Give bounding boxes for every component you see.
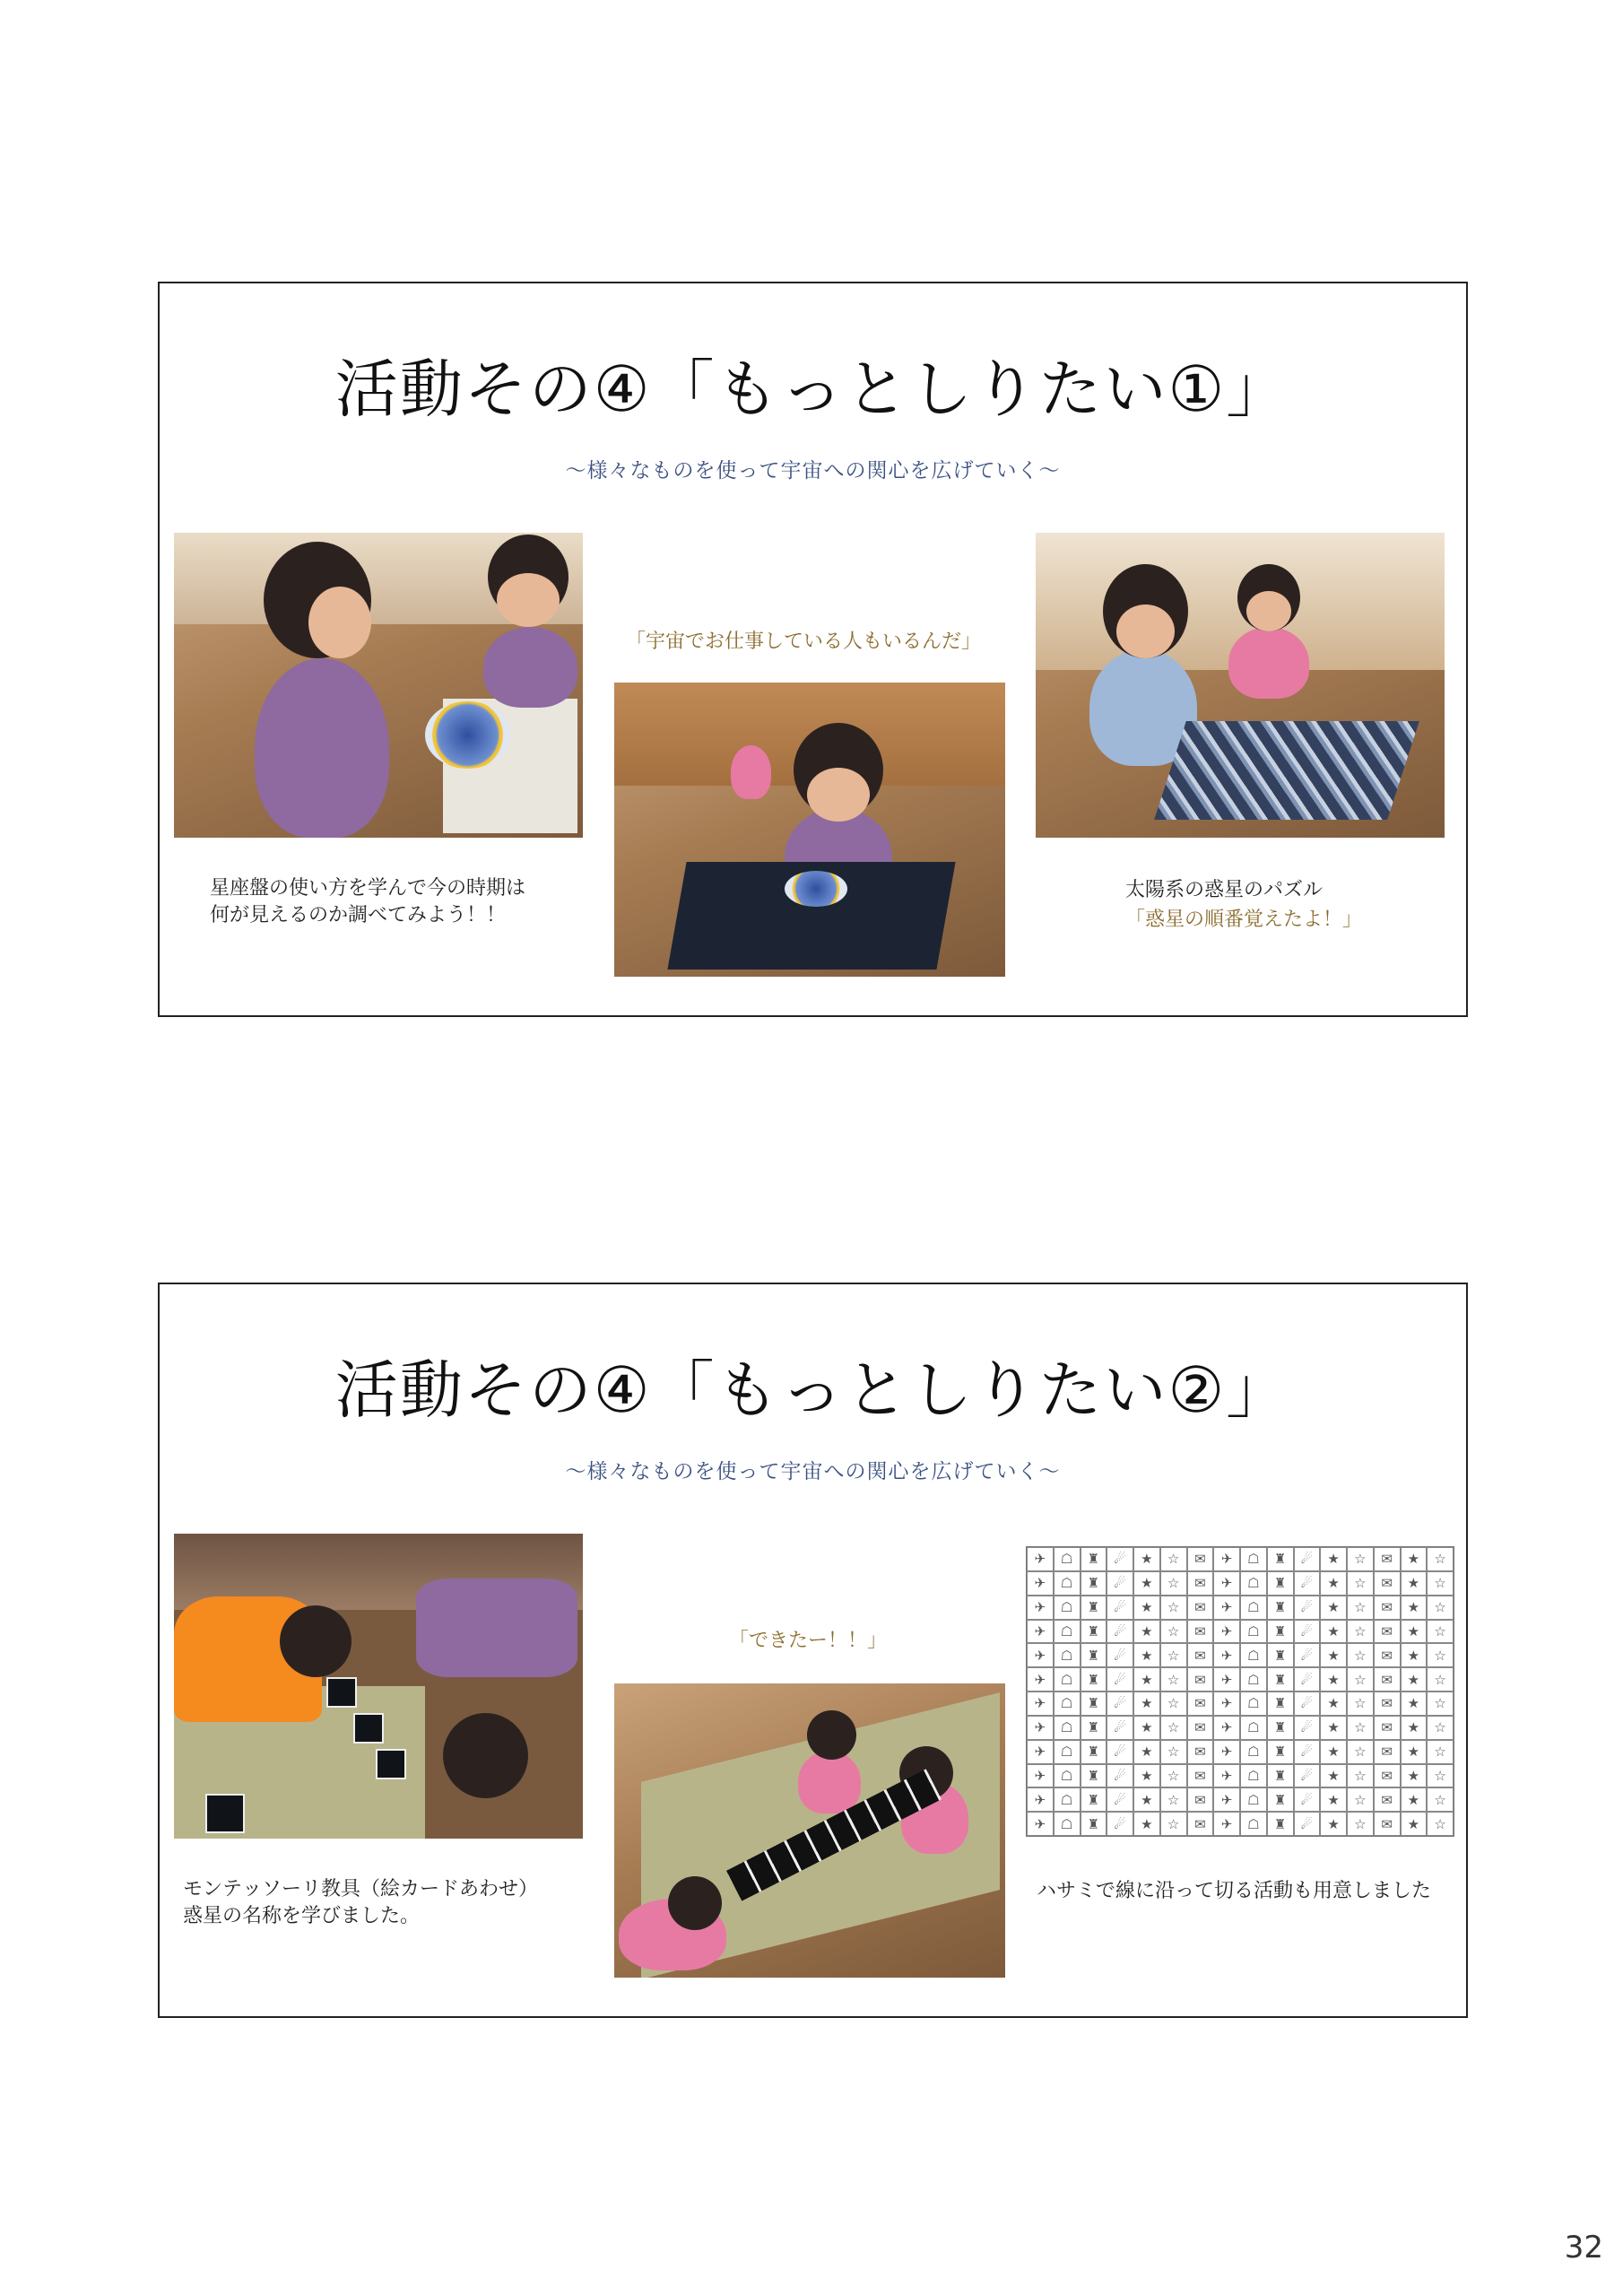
photo-space-book: [614, 683, 1005, 977]
worksheet-cell-icon: ☆: [1427, 1643, 1454, 1667]
page-number: 32: [1564, 2230, 1603, 2266]
worksheet-cell-icon: ☆: [1347, 1692, 1374, 1716]
worksheet-cell-icon: ☆: [1427, 1787, 1454, 1812]
worksheet-cell-icon: ☆: [1347, 1571, 1374, 1596]
worksheet-cell-icon: ♜: [1081, 1740, 1107, 1764]
worksheet-cell-icon: ✉: [1374, 1787, 1401, 1812]
worksheet-cell-icon: ✈: [1213, 1764, 1240, 1788]
worksheet-cell-icon: ♜: [1267, 1547, 1294, 1571]
worksheet-cell-icon: ★: [1401, 1620, 1428, 1644]
worksheet-cell-icon: ☖: [1240, 1643, 1267, 1667]
worksheet-cell-icon: ♜: [1267, 1596, 1294, 1620]
left-caption-line: モンテッソーリ教具（絵カードあわせ）: [183, 1878, 539, 1900]
worksheet-cell-icon: ★: [1133, 1596, 1160, 1620]
worksheet-cell-icon: ♜: [1081, 1692, 1107, 1716]
worksheet-cell-icon: ★: [1133, 1547, 1160, 1571]
worksheet-cell-icon: ✈: [1027, 1596, 1054, 1620]
worksheet-cell-icon: ✈: [1027, 1812, 1054, 1836]
worksheet-cell-icon: ☆: [1347, 1620, 1374, 1644]
worksheet-cell-icon: ☆: [1347, 1740, 1374, 1764]
worksheet-cell-icon: ☖: [1054, 1812, 1081, 1836]
worksheet-cell-icon: ★: [1320, 1740, 1347, 1764]
worksheet-cell-icon: ✈: [1027, 1740, 1054, 1764]
worksheet-cell-icon: ✉: [1187, 1620, 1214, 1644]
center-quote: 「できたー！！」: [729, 1630, 888, 1652]
worksheet-cell-icon: ☖: [1240, 1740, 1267, 1764]
worksheet-cell-icon: ✈: [1027, 1692, 1054, 1716]
worksheet-cell-icon: ✉: [1187, 1740, 1214, 1764]
worksheet-cell-icon: ☄: [1294, 1667, 1321, 1692]
worksheet-cell-icon: ♜: [1081, 1812, 1107, 1836]
worksheet-cell-icon: ☆: [1160, 1787, 1187, 1812]
worksheet-cell-icon: ♜: [1081, 1667, 1107, 1692]
worksheet-cell-icon: ♜: [1081, 1571, 1107, 1596]
worksheet-cell-icon: ☄: [1294, 1716, 1321, 1740]
worksheet-cell-icon: ☆: [1347, 1787, 1374, 1812]
worksheet-cell-icon: ★: [1320, 1812, 1347, 1836]
left-caption-line: 星座盤の使い方を学んで今の時期は: [210, 877, 526, 900]
worksheet-cell-icon: ☖: [1240, 1716, 1267, 1740]
worksheet-cell-icon: ♜: [1267, 1740, 1294, 1764]
worksheet-cell-icon: ★: [1401, 1667, 1428, 1692]
worksheet-cell-icon: ✉: [1374, 1716, 1401, 1740]
worksheet-cell-icon: ✉: [1187, 1764, 1214, 1788]
worksheet-cell-icon: ☖: [1240, 1812, 1267, 1836]
worksheet-cell-icon: ★: [1320, 1596, 1347, 1620]
worksheet-cell-icon: ★: [1133, 1643, 1160, 1667]
worksheet-cell-icon: ☖: [1240, 1667, 1267, 1692]
worksheet-cell-icon: ✈: [1213, 1620, 1240, 1644]
worksheet-cell-icon: ☆: [1427, 1596, 1454, 1620]
worksheet-cell-icon: ✉: [1187, 1812, 1214, 1836]
worksheet-cell-icon: ☆: [1427, 1547, 1454, 1571]
worksheet-cell-icon: ♜: [1081, 1764, 1107, 1788]
worksheet-cell-icon: ✉: [1187, 1692, 1214, 1716]
worksheet-cell-icon: ✉: [1187, 1667, 1214, 1692]
worksheet-cell-icon: ✈: [1027, 1787, 1054, 1812]
worksheet-cell-icon: ☆: [1427, 1571, 1454, 1596]
worksheet-cell-icon: ★: [1320, 1643, 1347, 1667]
worksheet-cell-icon: ☄: [1107, 1643, 1133, 1667]
worksheet-cell-icon: ✈: [1027, 1764, 1054, 1788]
worksheet-cell-icon: ☖: [1054, 1643, 1081, 1667]
worksheet-cell-icon: ☖: [1240, 1764, 1267, 1788]
worksheet-cell-icon: ♜: [1081, 1547, 1107, 1571]
worksheet-cell-icon: ☆: [1427, 1764, 1454, 1788]
worksheet-cell-icon: ✉: [1374, 1764, 1401, 1788]
worksheet-cell-icon: ★: [1401, 1547, 1428, 1571]
worksheet-cell-icon: ☖: [1054, 1716, 1081, 1740]
worksheet-cell-icon: ☆: [1427, 1740, 1454, 1764]
worksheet-cell-icon: ☄: [1294, 1571, 1321, 1596]
worksheet-cell-icon: ✈: [1027, 1571, 1054, 1596]
worksheet-cell-icon: ☖: [1054, 1787, 1081, 1812]
worksheet-cell-icon: ★: [1401, 1716, 1428, 1740]
worksheet-cell-icon: ☖: [1054, 1547, 1081, 1571]
slide-title: 活動その④「もっとしりたい①」: [334, 352, 1291, 426]
worksheet-cell-icon: ☖: [1054, 1764, 1081, 1788]
worksheet-cell-icon: ✈: [1213, 1596, 1240, 1620]
left-caption-line: 惑星の名称を学びました。: [183, 1905, 421, 1927]
worksheet-cell-icon: ☖: [1240, 1692, 1267, 1716]
worksheet-cell-icon: ♜: [1267, 1764, 1294, 1788]
worksheet-cell-icon: ☄: [1107, 1547, 1133, 1571]
worksheet-cell-icon: ♜: [1267, 1620, 1294, 1644]
worksheet-cell-icon: ☄: [1107, 1692, 1133, 1716]
slide-1: [158, 282, 1468, 1017]
worksheet-cell-icon: ★: [1133, 1620, 1160, 1644]
worksheet-cell-icon: ✉: [1374, 1620, 1401, 1644]
worksheet-cell-icon: ♜: [1267, 1812, 1294, 1836]
worksheet-cell-icon: ☄: [1107, 1812, 1133, 1836]
worksheet-cell-icon: ★: [1401, 1596, 1428, 1620]
worksheet-cell-icon: ☆: [1427, 1667, 1454, 1692]
worksheet-cell-icon: ★: [1401, 1740, 1428, 1764]
worksheet-cell-icon: ★: [1133, 1667, 1160, 1692]
left-caption: [183, 1876, 538, 1930]
slide-subtitle: 〜様々なものを使って宇宙への関心を広げていく〜: [565, 1460, 1061, 1483]
worksheet-cell-icon: ☆: [1347, 1643, 1374, 1667]
worksheet-cell-icon: ☆: [1160, 1571, 1187, 1596]
worksheet-cell-icon: ★: [1320, 1692, 1347, 1716]
worksheet-cell-icon: ✉: [1374, 1667, 1401, 1692]
right-caption: 太陽系の惑星のパズル: [1125, 879, 1324, 901]
worksheet-cell-icon: ☖: [1054, 1571, 1081, 1596]
worksheet-cell-icon: ☆: [1347, 1667, 1374, 1692]
worksheet-cell-icon: ★: [1401, 1571, 1428, 1596]
worksheet-cell-icon: ☆: [1347, 1547, 1374, 1571]
photo-planet-puzzle: [1036, 533, 1445, 838]
worksheet-cell-icon: ★: [1320, 1764, 1347, 1788]
worksheet-cell-icon: ♜: [1081, 1596, 1107, 1620]
worksheet-cell-icon: ☄: [1107, 1740, 1133, 1764]
worksheet-cell-icon: ☖: [1054, 1692, 1081, 1716]
worksheet-cell-icon: ☄: [1107, 1716, 1133, 1740]
worksheet-cell-icon: ☆: [1427, 1692, 1454, 1716]
worksheet-cell-icon: ☆: [1347, 1596, 1374, 1620]
worksheet-cell-icon: ☄: [1294, 1787, 1321, 1812]
worksheet-cell-icon: ✉: [1374, 1571, 1401, 1596]
worksheet-cell-icon: ✈: [1027, 1716, 1054, 1740]
photo-card-matching: [174, 1534, 583, 1839]
worksheet-cell-icon: ☆: [1160, 1812, 1187, 1836]
worksheet-cell-icon: ★: [1401, 1787, 1428, 1812]
worksheet-cell-icon: ✈: [1213, 1787, 1240, 1812]
slide-title: 活動その④「もっとしりたい②」: [334, 1353, 1291, 1427]
worksheet-cell-icon: ☄: [1107, 1667, 1133, 1692]
worksheet-cell-icon: ♜: [1267, 1571, 1294, 1596]
worksheet-cell-icon: ☆: [1160, 1740, 1187, 1764]
worksheet-cell-icon: ✉: [1374, 1596, 1401, 1620]
worksheet-cell-icon: ☄: [1294, 1596, 1321, 1620]
worksheet-cell-icon: ♜: [1267, 1787, 1294, 1812]
worksheet-cell-icon: ♜: [1081, 1787, 1107, 1812]
worksheet-cell-icon: ✈: [1027, 1667, 1054, 1692]
worksheet-cell-icon: ☖: [1054, 1667, 1081, 1692]
slide-subtitle: 〜様々なものを使って宇宙への関心を広げていく〜: [565, 459, 1061, 483]
worksheet-cell-icon: ★: [1401, 1692, 1428, 1716]
left-caption: [210, 875, 525, 929]
worksheet-cell-icon: ✈: [1213, 1667, 1240, 1692]
worksheet-cell-icon: ✈: [1027, 1620, 1054, 1644]
worksheet-cell-icon: ★: [1320, 1667, 1347, 1692]
worksheet-cell-icon: ☆: [1160, 1764, 1187, 1788]
worksheet-cell-icon: ★: [1320, 1787, 1347, 1812]
photo-star-chart: [174, 533, 583, 838]
worksheet-cell-icon: ★: [1320, 1620, 1347, 1644]
worksheet-cell-icon: ★: [1133, 1812, 1160, 1836]
worksheet-cell-icon: ✉: [1374, 1740, 1401, 1764]
worksheet-cell-icon: ✉: [1374, 1547, 1401, 1571]
worksheet-cell-icon: ☖: [1240, 1596, 1267, 1620]
worksheet-cell-icon: ✈: [1213, 1643, 1240, 1667]
cutting-worksheet: [1026, 1546, 1454, 1837]
worksheet-cell-icon: ☖: [1240, 1620, 1267, 1644]
worksheet-cell-icon: ✉: [1374, 1812, 1401, 1836]
worksheet-cell-icon: ☆: [1160, 1667, 1187, 1692]
worksheet-cell-icon: ☄: [1107, 1571, 1133, 1596]
worksheet-cell-icon: ✈: [1027, 1547, 1054, 1571]
worksheet-cell-icon: ★: [1133, 1571, 1160, 1596]
worksheet-cell-icon: ☆: [1160, 1596, 1187, 1620]
photo-card-row: [614, 1683, 1005, 1978]
worksheet-cell-icon: ✉: [1374, 1692, 1401, 1716]
worksheet-cell-icon: ✈: [1213, 1740, 1240, 1764]
worksheet-cell-icon: ✉: [1187, 1787, 1214, 1812]
worksheet-cell-icon: ✉: [1187, 1716, 1214, 1740]
worksheet-cell-icon: ☖: [1054, 1620, 1081, 1644]
worksheet-cell-icon: ✉: [1187, 1571, 1214, 1596]
worksheet-cell-icon: ♜: [1081, 1620, 1107, 1644]
worksheet-cell-icon: ☄: [1107, 1787, 1133, 1812]
worksheet-cell-icon: ★: [1133, 1787, 1160, 1812]
worksheet-cell-icon: ☄: [1294, 1547, 1321, 1571]
worksheet-cell-icon: ♜: [1267, 1692, 1294, 1716]
worksheet-cell-icon: ✈: [1213, 1571, 1240, 1596]
worksheet-cell-icon: ☄: [1294, 1740, 1321, 1764]
worksheet-cell-icon: ✉: [1187, 1643, 1214, 1667]
worksheet-cell-icon: ☆: [1347, 1812, 1374, 1836]
worksheet-cell-icon: ✈: [1213, 1692, 1240, 1716]
worksheet-cell-icon: ♜: [1267, 1716, 1294, 1740]
left-caption-line: 何が見えるのか調べてみよう！！: [210, 904, 507, 926]
right-caption: ハサミで線に沿って切る活動も用意しました: [1037, 1880, 1432, 1902]
worksheet-cell-icon: ✉: [1374, 1643, 1401, 1667]
worksheet-cell-icon: ★: [1320, 1547, 1347, 1571]
right-quote: 「惑星の順番覚えたよ！」: [1125, 909, 1363, 931]
worksheet-cell-icon: ☄: [1294, 1692, 1321, 1716]
slide-2: [158, 1283, 1468, 2018]
worksheet-cell-icon: ☆: [1427, 1812, 1454, 1836]
worksheet-cell-icon: ✈: [1213, 1547, 1240, 1571]
worksheet-cell-icon: ☆: [1160, 1547, 1187, 1571]
center-quote: 「宇宙でお仕事している人もいるんだ」: [626, 631, 982, 653]
worksheet-cell-icon: ☖: [1240, 1787, 1267, 1812]
worksheet-cell-icon: ★: [1401, 1764, 1428, 1788]
worksheet-cell-icon: ★: [1401, 1643, 1428, 1667]
worksheet-cell-icon: ☖: [1240, 1547, 1267, 1571]
worksheet-cell-icon: ☖: [1240, 1571, 1267, 1596]
worksheet-cell-icon: ☆: [1160, 1620, 1187, 1644]
worksheet-cell-icon: ☆: [1427, 1716, 1454, 1740]
worksheet-cell-icon: ☆: [1347, 1764, 1374, 1788]
worksheet-cell-icon: ☆: [1160, 1716, 1187, 1740]
worksheet-cell-icon: ✉: [1187, 1596, 1214, 1620]
worksheet-cell-icon: ★: [1133, 1740, 1160, 1764]
worksheet-cell-icon: ♜: [1267, 1643, 1294, 1667]
worksheet-cell-icon: ✉: [1187, 1547, 1214, 1571]
worksheet-cell-icon: ☖: [1054, 1596, 1081, 1620]
worksheet-cell-icon: ✈: [1213, 1812, 1240, 1836]
worksheet-cell-icon: ★: [1133, 1716, 1160, 1740]
worksheet-cell-icon: ☄: [1294, 1620, 1321, 1644]
worksheet-cell-icon: ☄: [1294, 1643, 1321, 1667]
worksheet-cell-icon: ♜: [1081, 1716, 1107, 1740]
worksheet-cell-icon: ✈: [1213, 1716, 1240, 1740]
worksheet-cell-icon: ★: [1320, 1716, 1347, 1740]
worksheet-cell-icon: ✈: [1027, 1643, 1054, 1667]
worksheet-cell-icon: ☆: [1427, 1620, 1454, 1644]
worksheet-cell-icon: ☆: [1347, 1716, 1374, 1740]
worksheet-cell-icon: ★: [1401, 1812, 1428, 1836]
worksheet-cell-icon: ☄: [1107, 1620, 1133, 1644]
worksheet-cell-icon: ★: [1133, 1764, 1160, 1788]
worksheet-cell-icon: ★: [1320, 1571, 1347, 1596]
worksheet-cell-icon: ☆: [1160, 1643, 1187, 1667]
worksheet-cell-icon: ♜: [1081, 1643, 1107, 1667]
worksheet-cell-icon: ☄: [1294, 1764, 1321, 1788]
worksheet-cell-icon: ☆: [1160, 1692, 1187, 1716]
worksheet-cell-icon: ★: [1133, 1692, 1160, 1716]
worksheet-cell-icon: ☖: [1054, 1740, 1081, 1764]
worksheet-cell-icon: ☄: [1107, 1764, 1133, 1788]
worksheet-cell-icon: ☄: [1107, 1596, 1133, 1620]
worksheet-cell-icon: ☄: [1294, 1812, 1321, 1836]
worksheet-cell-icon: ♜: [1267, 1667, 1294, 1692]
